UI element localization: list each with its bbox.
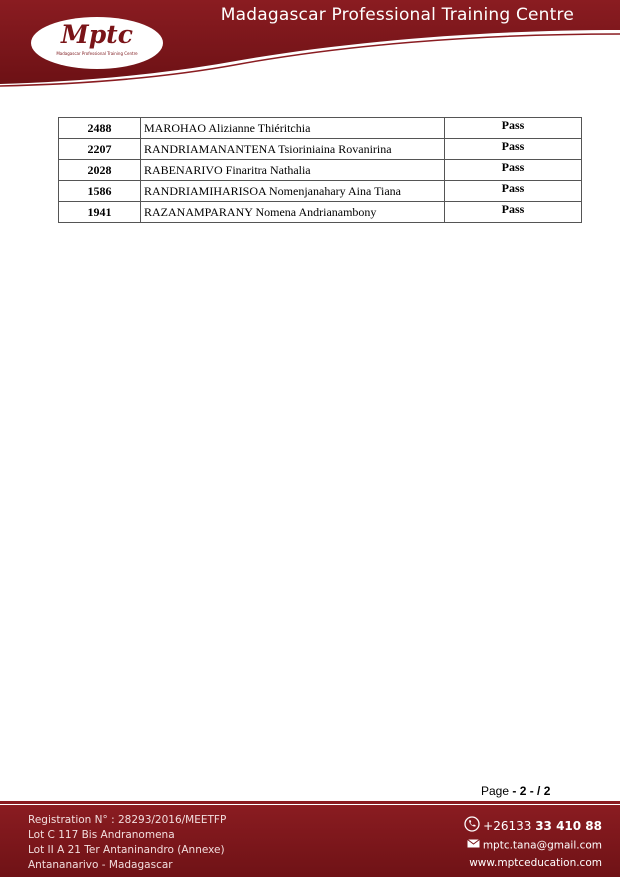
- logo-text: Mptc: [61, 20, 133, 49]
- phone-number: 33 410 88: [535, 819, 602, 833]
- table-row: [59, 202, 582, 223]
- candidate-result: Pass: [445, 139, 582, 160]
- table-row: [59, 139, 582, 160]
- footer-address: [28, 813, 226, 873]
- email-address[interactable]: mptc.tana@gmail.com: [482, 839, 602, 852]
- table-row: [59, 181, 582, 202]
- candidate-result: Pass: [445, 202, 582, 223]
- address-line: Antananarivo - Madagascar: [28, 859, 173, 871]
- candidate-id: 2207: [59, 139, 141, 160]
- page-header: [0, 0, 620, 90]
- email-line: [464, 837, 602, 855]
- candidate-name: RAZANAMPARANY Nomena Andrianambony: [141, 202, 445, 223]
- footer-contact: [464, 816, 602, 872]
- results-table: [58, 117, 582, 223]
- candidate-result: Pass: [445, 118, 582, 139]
- candidate-name: RANDRIAMIHARISOA Nomenjanahary Aina Tiana: [141, 181, 445, 202]
- candidate-result: Pass: [445, 160, 582, 181]
- table-row: [59, 118, 582, 139]
- website-url[interactable]: www.mptceducation.com: [469, 856, 602, 869]
- mptc-logo: [31, 17, 163, 69]
- page-footer: [0, 801, 620, 877]
- page-current: - 2 -: [512, 784, 534, 798]
- address-line: Lot II A 21 Ter Antaninandro (Annexe): [28, 844, 225, 856]
- candidate-result: Pass: [445, 181, 582, 202]
- phone-icon: [464, 816, 480, 837]
- page-prefix: Page: [481, 784, 513, 798]
- footer-divider: [0, 801, 620, 804]
- table-row: [59, 160, 582, 181]
- logo-subtext: Madagascar Professional Training Centre: [56, 51, 138, 56]
- organization-name: Madagascar Professional Training Centre: [220, 5, 574, 25]
- candidate-id: 2488: [59, 118, 141, 139]
- page-separator: /: [533, 784, 544, 798]
- candidate-name: RABENARIVO Finaritra Nathalia: [141, 160, 445, 181]
- phone-prefix: +26133: [483, 819, 536, 833]
- candidate-id: 1586: [59, 181, 141, 202]
- candidate-name: RANDRIAMANANTENA Tsioriniaina Rovanirina: [141, 139, 445, 160]
- candidate-name: MAROHAO Alizianne Thiéritchia: [141, 118, 445, 139]
- address-line: Lot C 117 Bis Andranomena: [28, 829, 175, 841]
- candidate-id: 1941: [59, 202, 141, 223]
- envelope-icon: [467, 837, 480, 854]
- registration-number: Registration N° : 28293/2016/MEETFP: [28, 814, 227, 826]
- phone-line: [464, 816, 602, 837]
- candidate-id: 2028: [59, 160, 141, 181]
- page-number: [481, 784, 550, 798]
- page-total: 2: [543, 784, 551, 798]
